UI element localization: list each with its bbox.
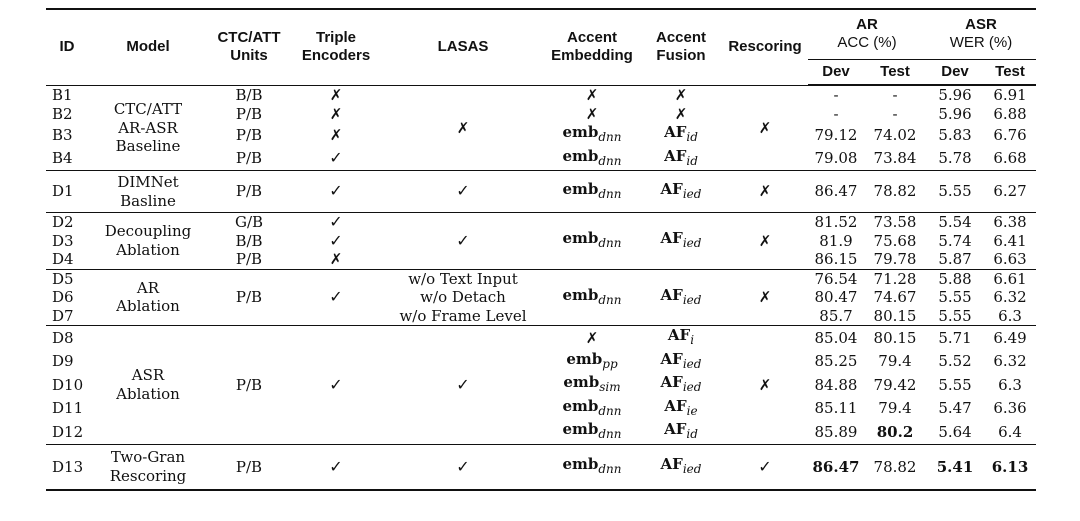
row-id: B1 (46, 85, 88, 105)
header-accent-embedding: Accent Embedding (544, 9, 640, 85)
ar-acc-dev-cell: 79.12 (814, 125, 858, 144)
lasas-cell (382, 444, 544, 490)
accent-fusion-cell-subscript: ied (682, 292, 702, 307)
model-cell-line: AR-ASR (118, 118, 178, 137)
asr-wer-test-cell: 6.76 (993, 125, 1027, 144)
accent-fusion-cell-subscript: ied (682, 356, 702, 371)
rescoring-cell (722, 326, 808, 445)
check-mark-icon: ✓ (329, 148, 343, 167)
units-cell: B/B (208, 85, 290, 105)
asr-wer-dev-cell: 5.96 (938, 104, 972, 123)
accent-fusion-cell (640, 123, 722, 147)
check-mark-icon: ✓ (456, 181, 470, 201)
model-cell-line: Ablation (116, 384, 180, 403)
units-cell: P/B (208, 269, 290, 326)
ar-acc-test-cell: 79.4 (878, 399, 912, 417)
header-id: ID (46, 9, 88, 85)
accent-embedding-cell-subscript: dnn (598, 153, 622, 168)
check-mark-icon: ✓ (329, 230, 343, 250)
accent-embedding-cell (544, 350, 640, 374)
ar-acc-dev-cell: 80.47 (814, 288, 858, 306)
accent-embedding-cell (544, 326, 640, 350)
rescoring-cell (722, 269, 808, 326)
accent-fusion-cell (640, 269, 722, 326)
ar-acc-dev-cell: 84.88 (814, 375, 858, 394)
model-cell-line: ASR (131, 366, 165, 385)
accent-fusion-cell (640, 326, 722, 350)
ar-acc-test-cell: 75.68 (873, 231, 917, 250)
ar-acc-dev-cell: 79.08 (814, 149, 858, 167)
model-cell (88, 444, 208, 490)
header-lasas: LASAS (382, 9, 544, 85)
row-id: D13 (46, 444, 88, 490)
cross-mark-icon: ✗ (329, 85, 343, 104)
accent-fusion-cell (640, 397, 722, 421)
asr-wer-test-cell: 6.41 (993, 231, 1027, 250)
model-cell-line: Decoupling (104, 222, 192, 241)
asr-wer-dev-cell: 5.87 (938, 250, 972, 268)
cross-mark-icon: ✗ (758, 375, 772, 394)
model-cell-line: DIMNet (117, 173, 179, 191)
row-id: B4 (52, 149, 73, 167)
asr-wer-dev-cell: 5.88 (926, 269, 984, 288)
results-table (46, 8, 1036, 491)
asr-wer-dev-cell: 5.41 (926, 444, 984, 490)
accent-fusion-cell-subscript: id (686, 153, 698, 168)
table-row (46, 213, 1036, 232)
accent-fusion-cell-subscript: id (686, 130, 698, 144)
lasas-cell (382, 326, 544, 445)
accent-embedding-cell (544, 269, 640, 326)
model-cell-line: Ablation (116, 297, 180, 316)
accent-fusion-cell-value: $AF_i$ (667, 326, 695, 347)
accent-embedding-cell-value: emb$_{dnn}$ (562, 229, 622, 250)
accent-fusion-cell (640, 444, 722, 490)
model-cell-line: Basline (120, 191, 176, 210)
ar-acc-dev-cell: - (833, 104, 839, 123)
asr-wer-test-cell: 6.4 (998, 422, 1022, 441)
ar-acc-dev-cell: 85.11 (814, 399, 858, 417)
cross-mark-icon: ✗ (758, 182, 772, 201)
row-id: D2 (46, 213, 88, 232)
model-cell (88, 326, 208, 445)
model-cell-line: Baseline (115, 137, 181, 155)
units-cell: P/B (208, 444, 290, 490)
table-row (46, 326, 1036, 350)
accent-fusion-cell-subscript: ied (682, 186, 702, 201)
ar-acc-test-cell: - (864, 85, 926, 105)
cross-mark-icon: ✗ (585, 104, 599, 123)
ar-acc-test-cell: - (892, 104, 898, 123)
units-cell: G/B (208, 213, 290, 232)
accent-embedding-cell (544, 397, 640, 421)
ar-acc-test-cell: 78.82 (864, 444, 926, 490)
asr-wer-dev-cell: 5.54 (926, 213, 984, 232)
accent-embedding-cell-value: emb$_{dnn}$ (562, 179, 622, 201)
header-ar-acc: AR ACC (%) (808, 9, 926, 59)
accent-fusion-cell (640, 171, 722, 213)
row-id: B3 (52, 125, 73, 144)
ar-acc-test-cell: 73.58 (864, 213, 926, 232)
units-cell: P/B (235, 149, 263, 167)
check-mark-icon: ✓ (456, 230, 470, 250)
ar-acc-test-cell: 74.67 (873, 288, 917, 306)
row-id: D10 (52, 375, 84, 394)
check-mark-icon: ✓ (456, 456, 470, 476)
accent-fusion-cell-value: $AF_{id}$ (664, 420, 698, 441)
accent-fusion-cell (640, 85, 722, 105)
row-id: D12 (52, 422, 84, 441)
ar-acc-test-cell: 74.02 (873, 125, 917, 144)
ar-acc-test-cell: 71.28 (864, 269, 926, 288)
rescoring-cell (722, 213, 808, 270)
accent-fusion-cell-subscript: i (690, 333, 695, 347)
cross-mark-icon: ✗ (758, 231, 772, 250)
asr-wer-test-cell: 6.91 (984, 85, 1036, 105)
asr-wer-test-cell: 6.3 (998, 306, 1022, 325)
accent-fusion-cell (640, 373, 722, 397)
asr-wer-test-cell: 6.61 (984, 269, 1036, 288)
accent-embedding-cell-value: emb$_{dnn}$ (562, 123, 622, 144)
rescoring-cell (722, 444, 808, 490)
ar-acc-dev-cell: 86.47 (808, 444, 864, 490)
cross-mark-icon: ✗ (758, 118, 772, 137)
accent-embedding-cell (544, 373, 640, 397)
row-id: D4 (52, 250, 74, 268)
cross-mark-icon: ✗ (585, 328, 599, 347)
check-mark-icon: ✓ (329, 212, 343, 231)
asr-wer-test-cell: 6.3 (998, 375, 1022, 394)
asr-wer-dev-cell: 5.83 (938, 125, 972, 144)
header-units: CTC/ATT Units (208, 9, 290, 85)
triple-encoders-cell (290, 232, 382, 251)
asr-wer-dev-cell: 5.74 (938, 231, 972, 250)
table-row (46, 444, 1036, 490)
accent-fusion-cell (640, 147, 722, 171)
model-cell (88, 171, 208, 213)
triple-encoders-cell (290, 105, 382, 124)
cross-mark-icon: ✗ (585, 85, 599, 104)
accent-embedding-cell (544, 123, 640, 147)
accent-fusion-cell (640, 420, 722, 444)
model-cell-line: Ablation (116, 240, 180, 259)
ar-acc-test-cell: 80.15 (873, 306, 917, 325)
check-mark-icon: ✓ (329, 374, 343, 394)
units-cell: P/B (235, 104, 263, 123)
asr-wer-test-cell: 6.49 (984, 326, 1036, 350)
check-mark-icon: ✓ (758, 456, 772, 476)
lasas-cell: w/o Text Input (382, 269, 544, 288)
accent-fusion-cell-value: $AF_{ied}$ (660, 285, 702, 307)
header-asr-dev: Dev (926, 59, 984, 85)
ar-acc-test-cell: 78.82 (864, 171, 926, 213)
rescoring-cell (722, 171, 808, 213)
asr-wer-test-cell: 6.88 (993, 104, 1027, 123)
triple-encoders-cell (290, 213, 382, 232)
lasas-cell: w/o Frame Level (399, 306, 527, 325)
rescoring-cell (722, 85, 808, 171)
asr-wer-test-cell: 6.63 (993, 250, 1027, 268)
model-cell (88, 213, 208, 270)
asr-wer-dev-cell: 5.47 (938, 399, 972, 417)
cross-mark-icon: ✗ (674, 104, 688, 123)
accent-embedding-cell (544, 420, 640, 444)
accent-fusion-cell-value: $AF_{ied}$ (660, 455, 702, 476)
table-row (46, 269, 1036, 288)
ar-acc-dev-cell: 85.89 (814, 422, 858, 441)
units-cell: B/B (235, 231, 263, 250)
asr-wer-test-cell: 6.36 (993, 399, 1027, 417)
accent-embedding-cell-subscript: sim (599, 380, 621, 394)
header-model: Model (88, 9, 208, 85)
accent-fusion-cell-subscript: ie (686, 403, 698, 418)
accent-embedding-cell-value: emb$_{dnn}$ (562, 455, 622, 476)
asr-wer-dev-cell: 5.52 (938, 352, 972, 370)
units-cell: P/B (235, 125, 263, 144)
accent-embedding-cell-value: emb$_{dnn}$ (562, 420, 622, 441)
accent-embedding-cell (544, 213, 640, 270)
row-id: D5 (46, 269, 88, 288)
accent-fusion-cell-value: $AF_{ied}$ (660, 179, 702, 201)
ar-acc-test-cell: 73.84 (873, 149, 917, 167)
ar-acc-test-cell: 79.42 (873, 375, 917, 394)
row-id: B2 (52, 104, 73, 123)
ar-acc-test-cell: 80.15 (864, 326, 926, 350)
accent-fusion-cell-value: $AF_{id}$ (664, 146, 698, 168)
check-mark-icon: ✓ (329, 287, 343, 306)
units-cell: P/B (235, 250, 263, 268)
cross-mark-icon: ✗ (456, 118, 470, 137)
row-id: D1 (46, 171, 88, 213)
asr-wer-test-cell: 6.68 (993, 149, 1027, 167)
model-cell (88, 269, 208, 326)
accent-fusion-cell-subscript: ied (682, 380, 702, 394)
row-id: D11 (52, 399, 84, 417)
accent-embedding-cell-value: emb$_{dnn}$ (562, 285, 622, 307)
accent-embedding-cell (544, 171, 640, 213)
cross-mark-icon: ✗ (329, 250, 343, 268)
ar-acc-test-cell: 79.4 (878, 352, 912, 370)
table-row (46, 85, 1036, 105)
model-cell-line: CTC/ATT (113, 100, 183, 118)
model-cell-line: AR (136, 278, 160, 297)
triple-encoders-cell (290, 444, 382, 490)
lasas-cell: w/o Detach (420, 288, 506, 306)
check-mark-icon: ✓ (456, 374, 470, 394)
ar-acc-dev-cell: 81.52 (808, 213, 864, 232)
ar-acc-test-cell: 79.78 (873, 250, 917, 268)
ar-acc-dev-cell: 85.04 (808, 326, 864, 350)
header-accent-fusion: Accent Fusion (640, 9, 722, 85)
units-cell: P/B (208, 326, 290, 445)
asr-wer-test-cell: 6.38 (984, 213, 1036, 232)
accent-fusion-cell-subscript: ied (682, 236, 702, 250)
triple-encoders-cell (290, 147, 382, 171)
ar-acc-dev-cell: - (808, 85, 864, 105)
accent-embedding-cell-subscript: dnn (598, 236, 622, 250)
triple-encoders-cell (290, 85, 382, 105)
accent-embedding-cell-value: emb$_{dnn}$ (562, 396, 622, 418)
asr-wer-dev-cell: 5.55 (938, 306, 972, 325)
triple-encoders-cell (290, 123, 382, 147)
row-id: D7 (52, 306, 74, 325)
ar-acc-test-cell: 80.2 (876, 422, 914, 441)
ar-acc-dev-cell: 85.7 (819, 306, 853, 325)
accent-embedding-cell-subscript: pp (602, 356, 618, 371)
asr-wer-dev-cell: 5.55 (938, 288, 972, 306)
accent-embedding-cell-subscript: dnn (598, 427, 622, 441)
triple-encoders-cell (290, 250, 382, 269)
triple-encoders-cell (290, 326, 382, 445)
accent-embedding-cell (544, 105, 640, 124)
accent-fusion-cell-value: $AF_{ied}$ (660, 229, 702, 250)
cross-mark-icon: ✗ (674, 85, 688, 104)
accent-embedding-cell-value: emb$_{sim}$ (563, 373, 621, 394)
header-asr-wer: ASR WER (%) (926, 9, 1036, 59)
units-cell: P/B (208, 171, 290, 213)
row-id: D9 (52, 352, 74, 370)
asr-wer-test-cell: 6.32 (993, 288, 1027, 306)
accent-embedding-cell (544, 147, 640, 171)
asr-wer-dev-cell: 5.55 (926, 171, 984, 213)
ar-acc-dev-cell: 85.25 (814, 352, 858, 370)
accent-fusion-cell-value: $AF_{id}$ (664, 123, 698, 144)
header-asr-test: Test (984, 59, 1036, 85)
ar-acc-dev-cell: 86.15 (814, 250, 858, 268)
accent-fusion-cell (640, 105, 722, 124)
asr-wer-dev-cell: 5.64 (938, 422, 972, 441)
check-mark-icon: ✓ (329, 456, 343, 476)
cross-mark-icon: ✗ (758, 288, 772, 306)
accent-fusion-cell-subscript: id (686, 427, 698, 441)
header-triple-encoders: Triple Encoders (290, 9, 382, 85)
header-ar-test: Test (864, 59, 926, 85)
table-row (46, 171, 1036, 213)
model-cell-line: Rescoring (109, 466, 187, 485)
accent-embedding-cell-subscript: dnn (598, 186, 622, 201)
lasas-cell (382, 213, 544, 270)
row-id: D8 (46, 326, 88, 350)
header-ar-dev: Dev (808, 59, 864, 85)
accent-fusion-cell (640, 350, 722, 374)
asr-wer-test-cell: 6.32 (993, 352, 1027, 370)
triple-encoders-cell (290, 269, 382, 326)
lasas-cell (382, 85, 544, 171)
asr-wer-dev-cell: 5.96 (926, 85, 984, 105)
accent-embedding-cell-subscript: dnn (598, 462, 622, 476)
ar-acc-dev-cell: 81.9 (819, 231, 853, 250)
header-rescoring: Rescoring (722, 9, 808, 85)
accent-fusion-cell-value: $AF_{ied}$ (660, 373, 702, 394)
accent-embedding-cell-value: emb$_{dnn}$ (562, 146, 622, 168)
ar-acc-dev-cell: 76.54 (808, 269, 864, 288)
accent-embedding-cell-value: emb$_{pp}$ (566, 349, 618, 371)
accent-embedding-cell-subscript: dnn (598, 403, 622, 418)
asr-wer-test-cell: 6.27 (984, 171, 1036, 213)
accent-embedding-cell (544, 85, 640, 105)
accent-fusion-cell-subscript: ied (682, 462, 702, 476)
accent-fusion-cell (640, 213, 722, 270)
asr-wer-dev-cell: 5.71 (926, 326, 984, 350)
accent-fusion-cell-value: $AF_{ie}$ (664, 396, 698, 418)
lasas-cell (382, 171, 544, 213)
accent-embedding-cell-subscript: dnn (598, 292, 622, 307)
accent-embedding-cell (544, 444, 640, 490)
accent-fusion-cell-value: $AF_{ied}$ (660, 349, 702, 371)
asr-wer-dev-cell: 5.55 (938, 375, 972, 394)
row-id: D6 (52, 288, 74, 306)
asr-wer-dev-cell: 5.78 (938, 149, 972, 167)
ar-acc-dev-cell: 86.47 (808, 171, 864, 213)
cross-mark-icon: ✗ (329, 125, 343, 144)
results-table-body (46, 85, 1036, 490)
accent-embedding-cell-subscript: dnn (598, 130, 622, 144)
cross-mark-icon: ✗ (329, 104, 343, 123)
triple-encoders-cell (290, 171, 382, 213)
asr-wer-test-cell: 6.13 (984, 444, 1036, 490)
check-mark-icon: ✓ (329, 181, 343, 201)
model-cell-line: Two-Gran (110, 448, 186, 467)
model-cell (88, 85, 208, 171)
row-id: D3 (52, 231, 74, 250)
